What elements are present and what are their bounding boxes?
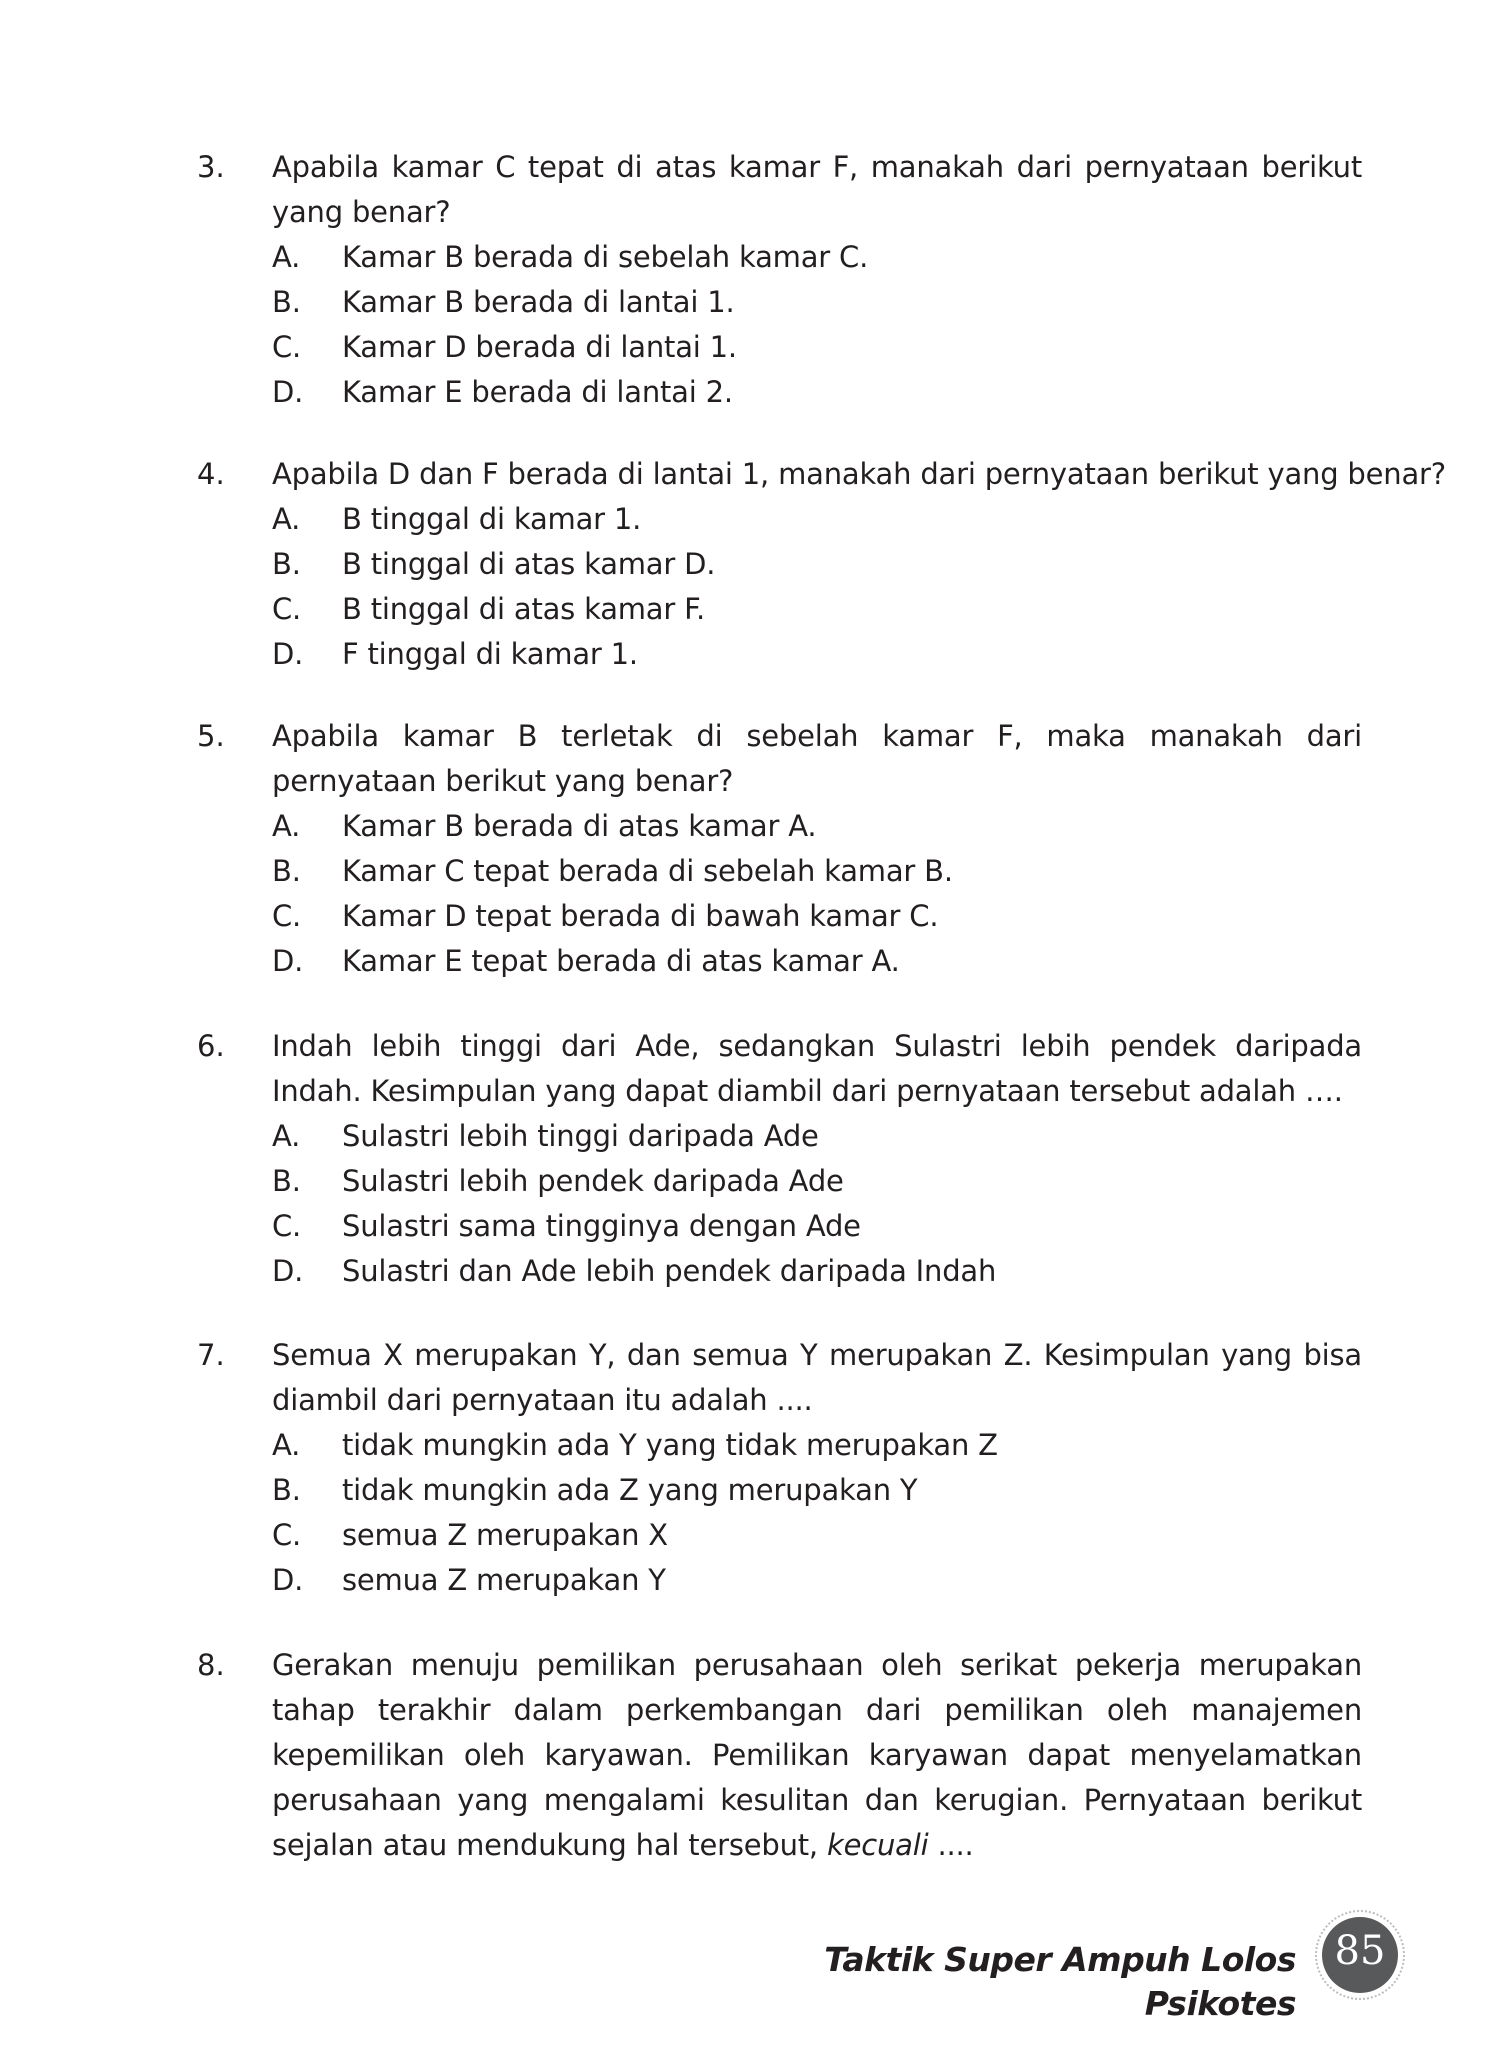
option-letter: A. [272,1119,301,1153]
option-a [272,1114,1362,1159]
question-text: Apabila kamar B terletak di sebelah kamar F, maka manakah dari pernyataan berikut yang benar? [272,719,1362,798]
question-text-italic: kecuali [826,1828,929,1862]
option-a [272,497,1362,542]
question-number: 8. [197,1648,225,1682]
option-letter: D. [272,637,304,671]
option-b [272,849,1362,894]
question-text-main: Gerakan menuju pemilikan perusahaan oleh serikat pekerja merupakan tahap terakhir dalam perkembangan dari pemilikan oleh manajemen kepemilikan oleh karyawan. Pemilikan karyawan dapat menyelamatkan perusahaan yang mengalami kesulitan dan kerugian. Pernyataan berikut sejalan atau mendukung hal tersebut, [272,1648,1362,1862]
option-letter: C. [272,592,302,626]
option-text: Kamar D berada di lantai 1. [342,330,737,364]
question-text [272,1643,1362,1868]
option-letter: B. [272,854,301,888]
option-text: Kamar C tepat berada di sebelah kamar B. [342,854,953,888]
option-a [272,235,1362,280]
question-number: 4. [197,457,225,491]
question-number: 6. [197,1029,225,1063]
option-text: Kamar B berada di lantai 1. [342,285,735,319]
option-c [272,1204,1362,1249]
option-text: Kamar E tepat berada di atas kamar A. [342,944,900,978]
option-letter: A. [272,240,301,274]
option-c [272,325,1362,370]
option-list [272,497,1362,677]
question-text: Semua X merupakan Y, dan semua Y merupakan Z. Kesimpulan yang bisa diambil dari pernyataan itu adalah .... [272,1338,1362,1417]
option-a [272,1423,1362,1468]
option-list [272,235,1362,415]
option-c [272,894,1362,939]
option-list [272,804,1362,984]
option-text: B tinggal di atas kamar F. [342,592,705,626]
question-text: Apabila kamar C tepat di atas kamar F, manakah dari pernyataan berikut yang benar? [272,150,1362,229]
question-text-tail: .... [928,1828,974,1862]
option-text: tidak mungkin ada Y yang tidak merupakan Z [342,1428,998,1462]
option-text: B tinggal di atas kamar D. [342,547,716,581]
option-text: F tinggal di kamar 1. [342,637,638,671]
page-number: 85 [1334,1928,1386,1974]
option-d [272,1249,1362,1294]
option-text: Sulastri lebih pendek daripada Ade [342,1164,844,1198]
option-list [272,1114,1362,1294]
option-c [272,1513,1362,1558]
option-list [272,1423,1362,1603]
option-letter: C. [272,330,302,364]
option-letter: B. [272,1473,301,1507]
option-d [272,632,1362,677]
option-text: Kamar B berada di atas kamar A. [342,809,817,843]
option-letter: C. [272,899,302,933]
option-letter: D. [272,1563,304,1597]
option-text: tidak mungkin ada Z yang merupakan Y [342,1473,918,1507]
option-letter: B. [272,547,301,581]
option-d [272,1558,1362,1603]
option-letter: D. [272,944,304,978]
option-text: Sulastri lebih tinggi daripada Ade [342,1119,819,1153]
question-number: 3. [197,150,225,184]
option-text: Kamar D tepat berada di bawah kamar C. [342,899,939,933]
option-letter: A. [272,809,301,843]
option-d [272,370,1362,415]
question-number: 5. [197,719,225,753]
option-text: Kamar E berada di lantai 2. [342,375,733,409]
option-letter: C. [272,1209,302,1243]
option-letter: D. [272,1254,304,1288]
option-c [272,587,1362,632]
option-letter: A. [272,502,301,536]
option-text: Kamar B berada di sebelah kamar C. [342,240,869,274]
option-b [272,1159,1362,1204]
option-text: Sulastri dan Ade lebih pendek daripada Indah [342,1254,997,1288]
option-d [272,939,1362,984]
option-b [272,542,1362,587]
option-letter: D. [272,375,304,409]
question-text: Indah lebih tinggi dari Ade, sedangkan Sulastri lebih pendek daripada Indah. Kesimpulan yang dapat diambil dari pernyataan tersebut adalah …. [272,1029,1362,1108]
option-letter: C. [272,1518,302,1552]
option-text: semua Z merupakan X [342,1518,668,1552]
option-text: semua Z merupakan Y [342,1563,666,1597]
question-text: Apabila D dan F berada di lantai 1, manakah dari pernyataan berikut yang benar? [272,457,1446,491]
option-letter: A. [272,1428,301,1462]
option-text: Sulastri sama tingginya dengan Ade [342,1209,861,1243]
book-title: Taktik Super Ampuh Lolos Psikotes [824,1940,1296,2023]
option-letter: B. [272,1164,301,1198]
option-text: B tinggal di kamar 1. [342,502,642,536]
option-b [272,280,1362,325]
option-a [272,804,1362,849]
option-letter: B. [272,285,301,319]
question-number: 7. [197,1338,225,1372]
option-b [272,1468,1362,1513]
